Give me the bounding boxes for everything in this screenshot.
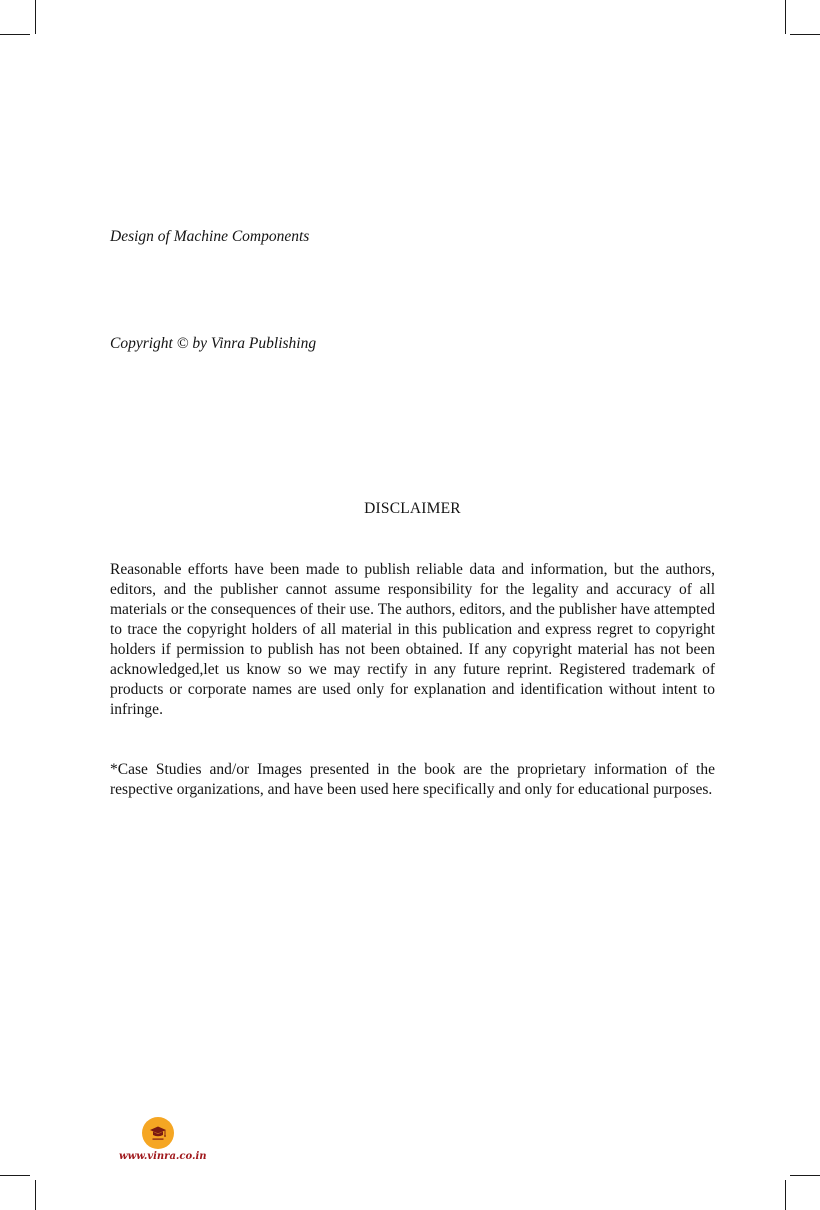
crop-mark-top-right-horizontal <box>790 34 820 35</box>
case-studies-note: *Case Studies and/or Images presented in the book are the proprietary information of the respective organizations, and have been used here specifically and only for educational purposes. <box>110 761 715 798</box>
crop-mark-bottom-left-vertical <box>35 1180 36 1210</box>
crop-mark-bottom-left-horizontal <box>0 1175 30 1176</box>
disclaimer-paragraph: Reasonable efforts have been made to publish reliable data and information, but the authors, editors, and the publisher cannot assume responsibility for the legality and accuracy of all materials or the consequences of their use. The authors, editors, and the publisher have attempted to trace the copyright holders of all material in this publication and express regret to copyright holders if permission to publish has not been obtained. If any copyright material has not been acknowledged,let us know so we may rectify in any future reprint. Registered trademark of products or corporate names are used only for explanation and identification without intent to infringe. <box>110 561 715 718</box>
crop-mark-top-right-vertical <box>785 0 786 34</box>
publisher-logo <box>116 1117 207 1167</box>
crop-mark-top-left-vertical <box>35 0 36 34</box>
graduation-cap-icon <box>142 1117 174 1149</box>
disclaimer-heading: DISCLAIMER <box>364 500 461 517</box>
crop-mark-bottom-right-horizontal <box>790 1175 820 1176</box>
crop-mark-bottom-right-vertical <box>785 1180 786 1210</box>
publisher-url: www.vinra.co.in <box>119 1151 207 1162</box>
book-title: Design of Machine Components <box>110 228 310 245</box>
copyright-line: Copyright © by Vinra Publishing <box>110 335 317 352</box>
crop-mark-top-left-horizontal <box>0 34 30 35</box>
